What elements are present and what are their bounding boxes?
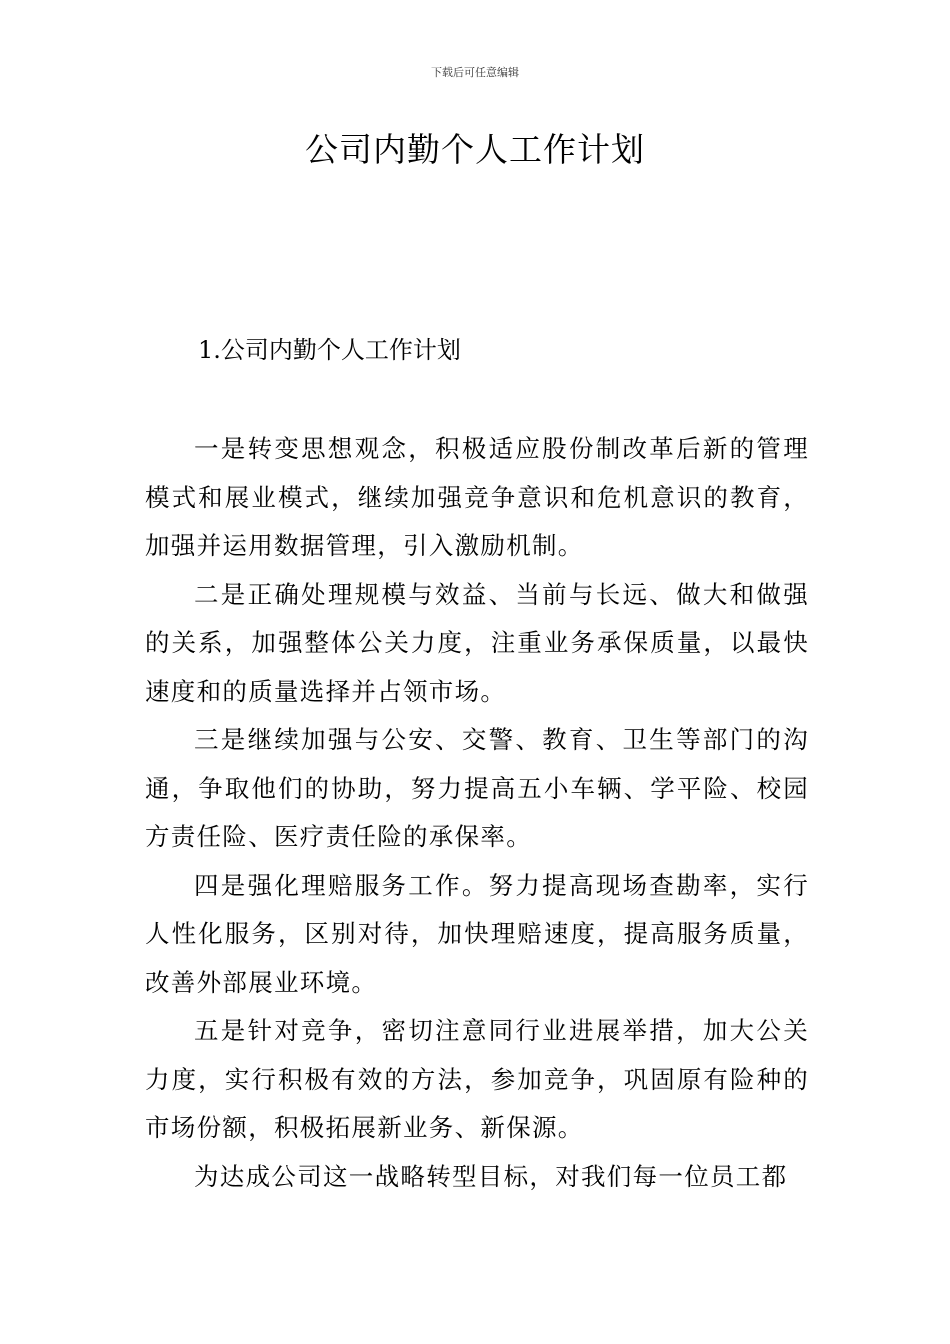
paragraph-3: 三是继续加强与公安、交警、教育、卫生等部门的沟通，争取他们的协助，努力提高五小车辆、学平险、校园方责任险、医疗责任险的承保率。: [145, 725, 809, 851]
document-body: [145, 425, 809, 1201]
section-heading: 1.公司内勤个人工作计划: [198, 336, 461, 364]
document-title: 公司内勤个人工作计划: [305, 130, 645, 169]
header-note: 下载后可任意编辑: [431, 66, 519, 79]
paragraph-2: 二是正确处理规模与效益、当前与长远、做大和做强的关系，加强整体公关力度，注重业务承保质量，以最快速度和的质量选择并占领市场。: [145, 579, 809, 706]
paragraph-6: 为达成公司这一战略转型目标，对我们每一位员工都: [194, 1161, 788, 1191]
paragraph-5: 五是针对竞争，密切注意同行业进展举措，加大公关力度，实行积极有效的方法，参加竞争，巩固原有险种的市场份额，积极拓展新业务、新保源。: [145, 1016, 809, 1142]
paragraph-4: 四是强化理赔服务工作。努力提高现场查勘率，实行人性化服务，区别对待，加快理赔速度，提高服务质量，改善外部展业环境。: [145, 870, 809, 997]
paragraph-1: 一是转变思想观念，积极适应股份制改革后新的管理模式和展业模式，继续加强竞争意识和危机意识的教育，加强并运用数据管理，引入激励机制。: [145, 434, 809, 560]
